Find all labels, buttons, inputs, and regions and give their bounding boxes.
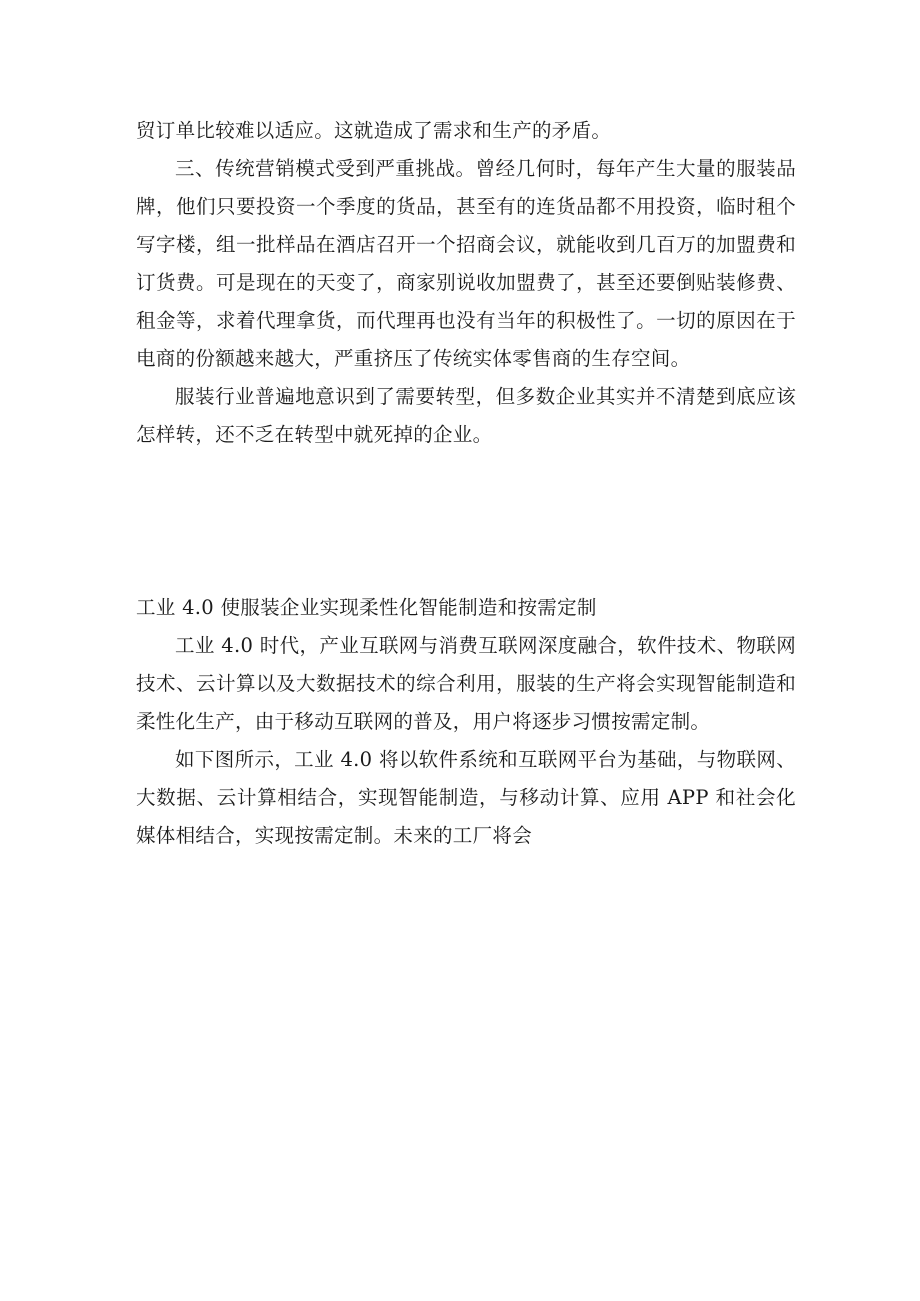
section-heading: 工业 4.0 使服装企业实现柔性化智能制造和按需定制 — [136, 596, 597, 619]
section-traditional-marketing — [136, 112, 796, 454]
paragraph-transformation-awareness: 服装行业普遍地意识到了需要转型，但多数企业其实并不清楚到底应该怎样转，还不乏在转型中就死掉的企业。 — [136, 385, 796, 446]
paragraph-figure-intro: 如下图所示，工业 4.0 将以软件系统和互联网平台为基础，与物联网、大数据、云计算相结合，实现智能制造，与移动计算、应用 APP 和社会化媒体相结合，实现按需定制。未来的工厂将会 — [136, 748, 796, 847]
continuation-paragraph: 贸订单比较难以适应。这就造成了需求和生产的矛盾。 — [136, 119, 612, 142]
section-industry-4 — [136, 589, 796, 855]
paragraph-industry-4-era: 工业 4.0 时代，产业互联网与消费互联网深度融合，软件技术、物联网技术、云计算以及大数据技术的综合利用，服装的生产将会实现智能制造和柔性化生产，由于移动互联网的普及，用户将逐步习惯按需定制。 — [136, 634, 796, 733]
paragraph-marketing-challenge: 三、传统营销模式受到严重挑战。曾经几何时，每年产生大量的服装品牌，他们只要投资一个季度的货品，甚至有的连货品都不用投资，临时租个写字楼，组一批样品在酒店召开一个招商会议，就能收到几百万的加盟费和订货费。可是现在的天变了，商家别说收加盟费了，甚至还要倒贴装修费、租金等，求着代理拿货，而代理再也没有当年的积极性了。一切的原因在于电商的份额越来越大，严重挤压了传统实体零售商的生存空间。 — [136, 157, 796, 370]
